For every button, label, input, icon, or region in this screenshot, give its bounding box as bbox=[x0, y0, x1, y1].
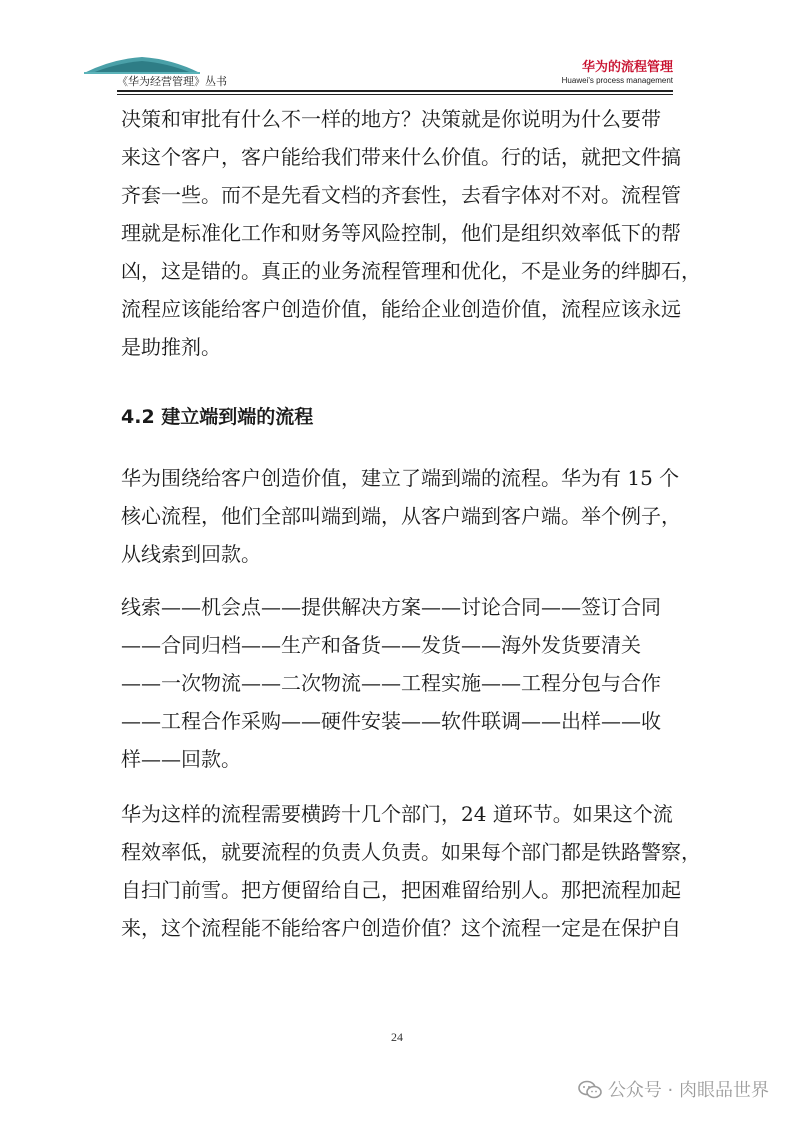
paragraph-process-chain bbox=[121, 588, 677, 778]
text-line: 样——回款。 bbox=[121, 747, 241, 771]
text-line: 流程应该能给客户创造价值，能给企业创造价值，流程应该永远 bbox=[121, 297, 681, 321]
paragraph-decision bbox=[121, 100, 701, 366]
text-line: ——合同归档——生产和备货——发货——海外发货要清关 bbox=[121, 633, 641, 657]
text-line: 自扫门前雪。把方便留给自己，把困难留给别人。那把流程加起 bbox=[121, 878, 681, 902]
text-line: ——工程合作采购——硬件安装——软件联调——出样——收 bbox=[121, 709, 661, 733]
page-content bbox=[121, 100, 701, 947]
text-line: 华为围绕给客户创造价值，建立了端到端的流程。华为有 15 个 bbox=[121, 466, 680, 490]
text-line: 核心流程，他们全部叫端到端，从客户端到客户端。举个例子， bbox=[121, 504, 681, 528]
text-line: 是助推剂。 bbox=[121, 335, 221, 359]
text-line: 决策和审批有什么不一样的地方？决策就是你说明为什么要带 bbox=[121, 107, 661, 131]
series-title: 《华为经营管理》丛书 bbox=[117, 75, 227, 88]
wechat-icon bbox=[578, 1080, 602, 1100]
watermark bbox=[578, 1076, 769, 1102]
brand-subtitle: Huawei's process management bbox=[561, 76, 673, 85]
text-line: 从线索到回款。 bbox=[121, 542, 261, 566]
section-heading: 4.2 建立端到端的流程 bbox=[121, 406, 314, 428]
text-line: ——一次物流——二次物流——工程实施——工程分包与合作 bbox=[121, 671, 661, 695]
text-line: 线索——机会点——提供解决方案——讨论合同——签订合同 bbox=[121, 595, 661, 619]
paragraph-end-to-end bbox=[121, 459, 681, 573]
header-rule bbox=[117, 90, 673, 92]
text-line: 凶，这是错的。真正的业务流程管理和优化，不是业务的绊脚石， bbox=[121, 259, 701, 283]
text-line: 华为这样的流程需要横跨十几个部门，24 道环节。如果这个流 bbox=[121, 802, 673, 826]
text-line: 齐套一些。而不是先看文档的齐套性，去看字体对不对。流程管 bbox=[121, 183, 681, 207]
paragraph-departments bbox=[121, 795, 701, 947]
page-header bbox=[0, 0, 794, 100]
text-line: 来这个客户，客户能给我们带来什么价值。行的话，就把文件搞 bbox=[121, 145, 681, 169]
text-line: 理就是标准化工作和财务等风险控制，他们是组织效率低下的帮 bbox=[121, 221, 681, 245]
text-line: 来，这个流程能不能给客户创造价值？这个流程一定是在保护自 bbox=[121, 916, 681, 940]
text-line: 程效率低，就要流程的负责人负责。如果每个部门都是铁路警察， bbox=[121, 840, 701, 864]
page-number: 24 bbox=[391, 1030, 403, 1044]
watermark-text: 公众号 · 肉眼品世界 bbox=[607, 1080, 769, 1101]
publisher-logo-icon bbox=[82, 55, 202, 75]
header-rule-thin bbox=[117, 94, 673, 95]
brand-title: 华为的流程管理 bbox=[581, 60, 673, 75]
